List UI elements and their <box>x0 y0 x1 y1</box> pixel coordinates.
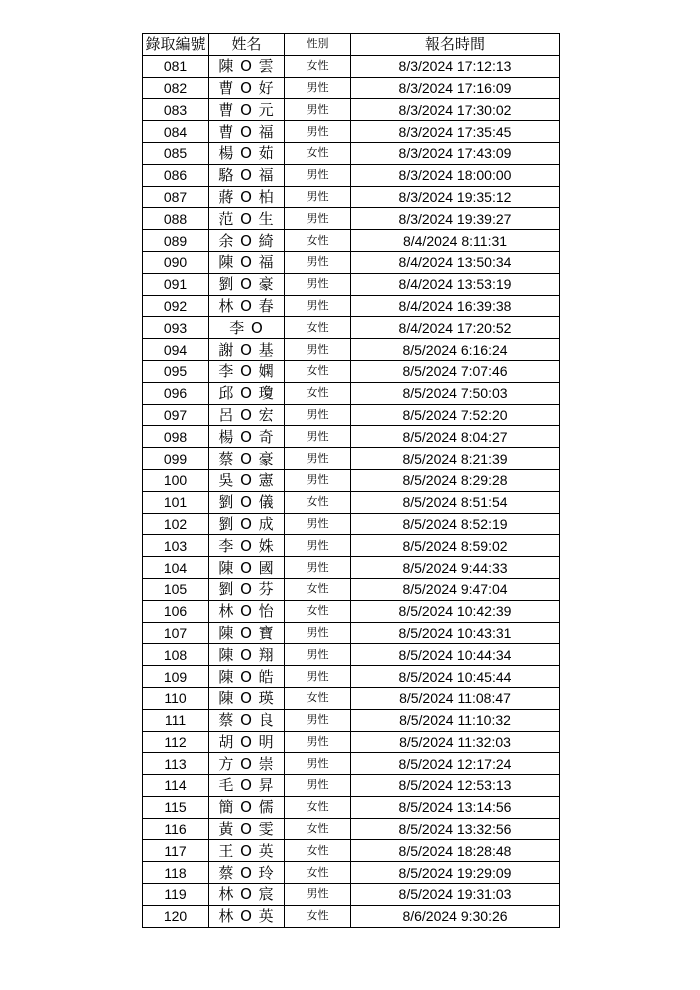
name-cell: 陳 O 瑛 <box>209 687 285 709</box>
table-row <box>143 666 560 688</box>
gender-cell: 男性 <box>285 557 351 579</box>
table-row <box>143 55 560 77</box>
admission-number-cell: 116 <box>143 818 209 840</box>
admission-number-cell: 110 <box>143 687 209 709</box>
gender-cell: 男性 <box>285 535 351 557</box>
registration-time-cell: 8/5/2024 10:42:39 <box>351 600 560 622</box>
gender-cell: 女性 <box>285 578 351 600</box>
table-row <box>143 709 560 731</box>
name-cell: 李 O 嫻 <box>209 360 285 382</box>
gender-cell: 男性 <box>285 775 351 797</box>
admission-number-cell: 084 <box>143 121 209 143</box>
gender-cell: 男性 <box>285 273 351 295</box>
registration-time-cell: 8/5/2024 13:32:56 <box>351 818 560 840</box>
gender-cell: 女性 <box>285 818 351 840</box>
gender-cell: 男性 <box>285 644 351 666</box>
registration-time-cell: 8/5/2024 10:44:34 <box>351 644 560 666</box>
table-row <box>143 121 560 143</box>
gender-cell: 男性 <box>285 884 351 906</box>
name-cell: 劉 O 成 <box>209 513 285 535</box>
admission-number-cell: 113 <box>143 753 209 775</box>
registration-time-cell: 8/5/2024 8:51:54 <box>351 491 560 513</box>
admission-number-cell: 089 <box>143 230 209 252</box>
gender-cell: 女性 <box>285 600 351 622</box>
table-row <box>143 884 560 906</box>
gender-cell: 女性 <box>285 687 351 709</box>
gender-cell: 男性 <box>285 121 351 143</box>
admission-number-cell: 109 <box>143 666 209 688</box>
gender-cell: 女性 <box>285 360 351 382</box>
gender-cell: 男性 <box>285 753 351 775</box>
admission-number-cell: 104 <box>143 557 209 579</box>
table-body <box>143 55 560 927</box>
gender-cell: 男性 <box>285 731 351 753</box>
gender-cell: 女性 <box>285 840 351 862</box>
admission-number-cell: 100 <box>143 469 209 491</box>
admission-number-cell: 119 <box>143 884 209 906</box>
name-cell: 曹 O 元 <box>209 99 285 121</box>
gender-cell: 女性 <box>285 382 351 404</box>
name-cell: 駱 O 福 <box>209 164 285 186</box>
registration-time-cell: 8/5/2024 12:53:13 <box>351 775 560 797</box>
registration-time-cell: 8/5/2024 13:14:56 <box>351 796 560 818</box>
name-cell: 陳 O 皓 <box>209 666 285 688</box>
gender-cell: 男性 <box>285 666 351 688</box>
table-row <box>143 535 560 557</box>
gender-cell: 男性 <box>285 77 351 99</box>
table-row <box>143 317 560 339</box>
admission-number-cell: 087 <box>143 186 209 208</box>
gender-cell: 女性 <box>285 230 351 252</box>
table-row <box>143 339 560 361</box>
table-row <box>143 840 560 862</box>
admission-number-cell: 086 <box>143 164 209 186</box>
gender-cell: 男性 <box>285 164 351 186</box>
registration-time-cell: 8/3/2024 17:35:45 <box>351 121 560 143</box>
name-cell: 李 O <box>209 317 285 339</box>
name-cell: 陳 O 雲 <box>209 55 285 77</box>
gender-cell: 女性 <box>285 317 351 339</box>
admission-number-cell: 082 <box>143 77 209 99</box>
name-cell: 劉 O 儀 <box>209 491 285 513</box>
name-cell: 曹 O 福 <box>209 121 285 143</box>
name-cell: 胡 O 明 <box>209 731 285 753</box>
table-row <box>143 360 560 382</box>
table-row <box>143 273 560 295</box>
registration-time-cell: 8/5/2024 9:44:33 <box>351 557 560 579</box>
table-row <box>143 905 560 927</box>
table-row <box>143 208 560 230</box>
gender-cell: 男性 <box>285 426 351 448</box>
name-cell: 楊 O 奇 <box>209 426 285 448</box>
header-name: 姓名 <box>209 34 285 56</box>
name-cell: 陳 O 寶 <box>209 622 285 644</box>
registration-time-cell: 8/5/2024 19:31:03 <box>351 884 560 906</box>
registration-time-cell: 8/3/2024 19:35:12 <box>351 186 560 208</box>
admission-number-cell: 096 <box>143 382 209 404</box>
gender-cell: 男性 <box>285 208 351 230</box>
registration-time-cell: 8/4/2024 13:53:19 <box>351 273 560 295</box>
registration-time-cell: 8/5/2024 11:10:32 <box>351 709 560 731</box>
name-cell: 林 O 宸 <box>209 884 285 906</box>
registration-time-cell: 8/3/2024 17:43:09 <box>351 142 560 164</box>
table-row <box>143 557 560 579</box>
admission-number-cell: 112 <box>143 731 209 753</box>
admission-number-cell: 088 <box>143 208 209 230</box>
table-row <box>143 796 560 818</box>
name-cell: 邱 O 瓊 <box>209 382 285 404</box>
admission-number-cell: 102 <box>143 513 209 535</box>
name-cell: 毛 O 昇 <box>209 775 285 797</box>
table-row <box>143 818 560 840</box>
name-cell: 吳 O 憲 <box>209 469 285 491</box>
admission-number-cell: 105 <box>143 578 209 600</box>
name-cell: 蔡 O 良 <box>209 709 285 731</box>
table-row <box>143 622 560 644</box>
name-cell: 謝 O 基 <box>209 339 285 361</box>
registration-time-cell: 8/4/2024 17:20:52 <box>351 317 560 339</box>
table-row <box>143 644 560 666</box>
registration-time-cell: 8/5/2024 10:43:31 <box>351 622 560 644</box>
table-row <box>143 295 560 317</box>
admission-number-cell: 085 <box>143 142 209 164</box>
gender-cell: 女性 <box>285 796 351 818</box>
registration-time-cell: 8/5/2024 12:17:24 <box>351 753 560 775</box>
registration-time-cell: 8/5/2024 8:04:27 <box>351 426 560 448</box>
gender-cell: 女性 <box>285 862 351 884</box>
gender-cell: 男性 <box>285 469 351 491</box>
admission-number-cell: 111 <box>143 709 209 731</box>
registration-time-cell: 8/5/2024 9:47:04 <box>351 578 560 600</box>
gender-cell: 男性 <box>285 251 351 273</box>
table-row <box>143 775 560 797</box>
registration-time-cell: 8/5/2024 7:52:20 <box>351 404 560 426</box>
name-cell: 陳 O 國 <box>209 557 285 579</box>
registration-time-cell: 8/3/2024 17:30:02 <box>351 99 560 121</box>
table-row <box>143 753 560 775</box>
registration-time-cell: 8/5/2024 11:08:47 <box>351 687 560 709</box>
table-row <box>143 491 560 513</box>
table-row <box>143 230 560 252</box>
header-registration-time: 報名時間 <box>351 34 560 56</box>
table-row <box>143 513 560 535</box>
table-row <box>143 687 560 709</box>
table-row <box>143 448 560 470</box>
registration-time-cell: 8/5/2024 6:16:24 <box>351 339 560 361</box>
gender-cell: 男性 <box>285 99 351 121</box>
name-cell: 林 O 怡 <box>209 600 285 622</box>
registration-time-cell: 8/5/2024 19:29:09 <box>351 862 560 884</box>
header-gender: 性別 <box>285 34 351 56</box>
gender-cell: 男性 <box>285 513 351 535</box>
name-cell: 蔣 O 柏 <box>209 186 285 208</box>
gender-cell: 男性 <box>285 448 351 470</box>
table-row <box>143 404 560 426</box>
registration-time-cell: 8/3/2024 18:00:00 <box>351 164 560 186</box>
table-row <box>143 251 560 273</box>
admission-number-cell: 098 <box>143 426 209 448</box>
registration-time-cell: 8/3/2024 17:12:13 <box>351 55 560 77</box>
name-cell: 曹 O 好 <box>209 77 285 99</box>
name-cell: 楊 O 茹 <box>209 142 285 164</box>
admission-number-cell: 108 <box>143 644 209 666</box>
gender-cell: 女性 <box>285 905 351 927</box>
name-cell: 王 O 英 <box>209 840 285 862</box>
name-cell: 李 O 姝 <box>209 535 285 557</box>
gender-cell: 女性 <box>285 491 351 513</box>
table-row <box>143 731 560 753</box>
name-cell: 劉 O 芬 <box>209 578 285 600</box>
name-cell: 簡 O 儒 <box>209 796 285 818</box>
admission-number-cell: 101 <box>143 491 209 513</box>
name-cell: 呂 O 宏 <box>209 404 285 426</box>
registration-time-cell: 8/5/2024 8:52:19 <box>351 513 560 535</box>
registration-time-cell: 8/5/2024 8:21:39 <box>351 448 560 470</box>
header-admission-number: 錄取編號 <box>143 34 209 56</box>
registration-time-cell: 8/5/2024 11:32:03 <box>351 731 560 753</box>
admission-number-cell: 120 <box>143 905 209 927</box>
name-cell: 范 O 生 <box>209 208 285 230</box>
admission-number-cell: 097 <box>143 404 209 426</box>
table-row <box>143 600 560 622</box>
registration-time-cell: 8/4/2024 8:11:31 <box>351 230 560 252</box>
name-cell: 劉 O 豪 <box>209 273 285 295</box>
admission-number-cell: 106 <box>143 600 209 622</box>
admission-number-cell: 114 <box>143 775 209 797</box>
admission-number-cell: 081 <box>143 55 209 77</box>
admission-number-cell: 090 <box>143 251 209 273</box>
gender-cell: 男性 <box>285 295 351 317</box>
registration-time-cell: 8/5/2024 10:45:44 <box>351 666 560 688</box>
table-header-row <box>143 34 560 56</box>
admission-table <box>142 33 560 928</box>
admission-number-cell: 115 <box>143 796 209 818</box>
table-row <box>143 469 560 491</box>
gender-cell: 女性 <box>285 142 351 164</box>
admission-number-cell: 117 <box>143 840 209 862</box>
name-cell: 余 O 綺 <box>209 230 285 252</box>
name-cell: 林 O 英 <box>209 905 285 927</box>
table-row <box>143 99 560 121</box>
name-cell: 方 O 崇 <box>209 753 285 775</box>
table-row <box>143 862 560 884</box>
gender-cell: 男性 <box>285 709 351 731</box>
name-cell: 黃 O 雯 <box>209 818 285 840</box>
registration-time-cell: 8/3/2024 17:16:09 <box>351 77 560 99</box>
registration-time-cell: 8/4/2024 13:50:34 <box>351 251 560 273</box>
registration-time-cell: 8/5/2024 8:59:02 <box>351 535 560 557</box>
admission-number-cell: 092 <box>143 295 209 317</box>
name-cell: 陳 O 翔 <box>209 644 285 666</box>
admission-number-cell: 083 <box>143 99 209 121</box>
gender-cell: 女性 <box>285 55 351 77</box>
table-row <box>143 578 560 600</box>
gender-cell: 男性 <box>285 186 351 208</box>
name-cell: 蔡 O 玲 <box>209 862 285 884</box>
admission-number-cell: 093 <box>143 317 209 339</box>
admission-number-cell: 107 <box>143 622 209 644</box>
table-row <box>143 142 560 164</box>
name-cell: 陳 O 福 <box>209 251 285 273</box>
table-row <box>143 164 560 186</box>
admission-number-cell: 118 <box>143 862 209 884</box>
admission-number-cell: 094 <box>143 339 209 361</box>
table-row <box>143 77 560 99</box>
registration-time-cell: 8/3/2024 19:39:27 <box>351 208 560 230</box>
registration-time-cell: 8/5/2024 18:28:48 <box>351 840 560 862</box>
admission-number-cell: 095 <box>143 360 209 382</box>
name-cell: 蔡 O 豪 <box>209 448 285 470</box>
registration-time-cell: 8/5/2024 8:29:28 <box>351 469 560 491</box>
admission-number-cell: 099 <box>143 448 209 470</box>
admission-number-cell: 103 <box>143 535 209 557</box>
registration-time-cell: 8/4/2024 16:39:38 <box>351 295 560 317</box>
gender-cell: 男性 <box>285 404 351 426</box>
table-row <box>143 186 560 208</box>
registration-time-cell: 8/6/2024 9:30:26 <box>351 905 560 927</box>
registration-time-cell: 8/5/2024 7:07:46 <box>351 360 560 382</box>
table-row <box>143 426 560 448</box>
gender-cell: 男性 <box>285 622 351 644</box>
gender-cell: 男性 <box>285 339 351 361</box>
table-row <box>143 382 560 404</box>
name-cell: 林 O 春 <box>209 295 285 317</box>
admission-number-cell: 091 <box>143 273 209 295</box>
registration-time-cell: 8/5/2024 7:50:03 <box>351 382 560 404</box>
